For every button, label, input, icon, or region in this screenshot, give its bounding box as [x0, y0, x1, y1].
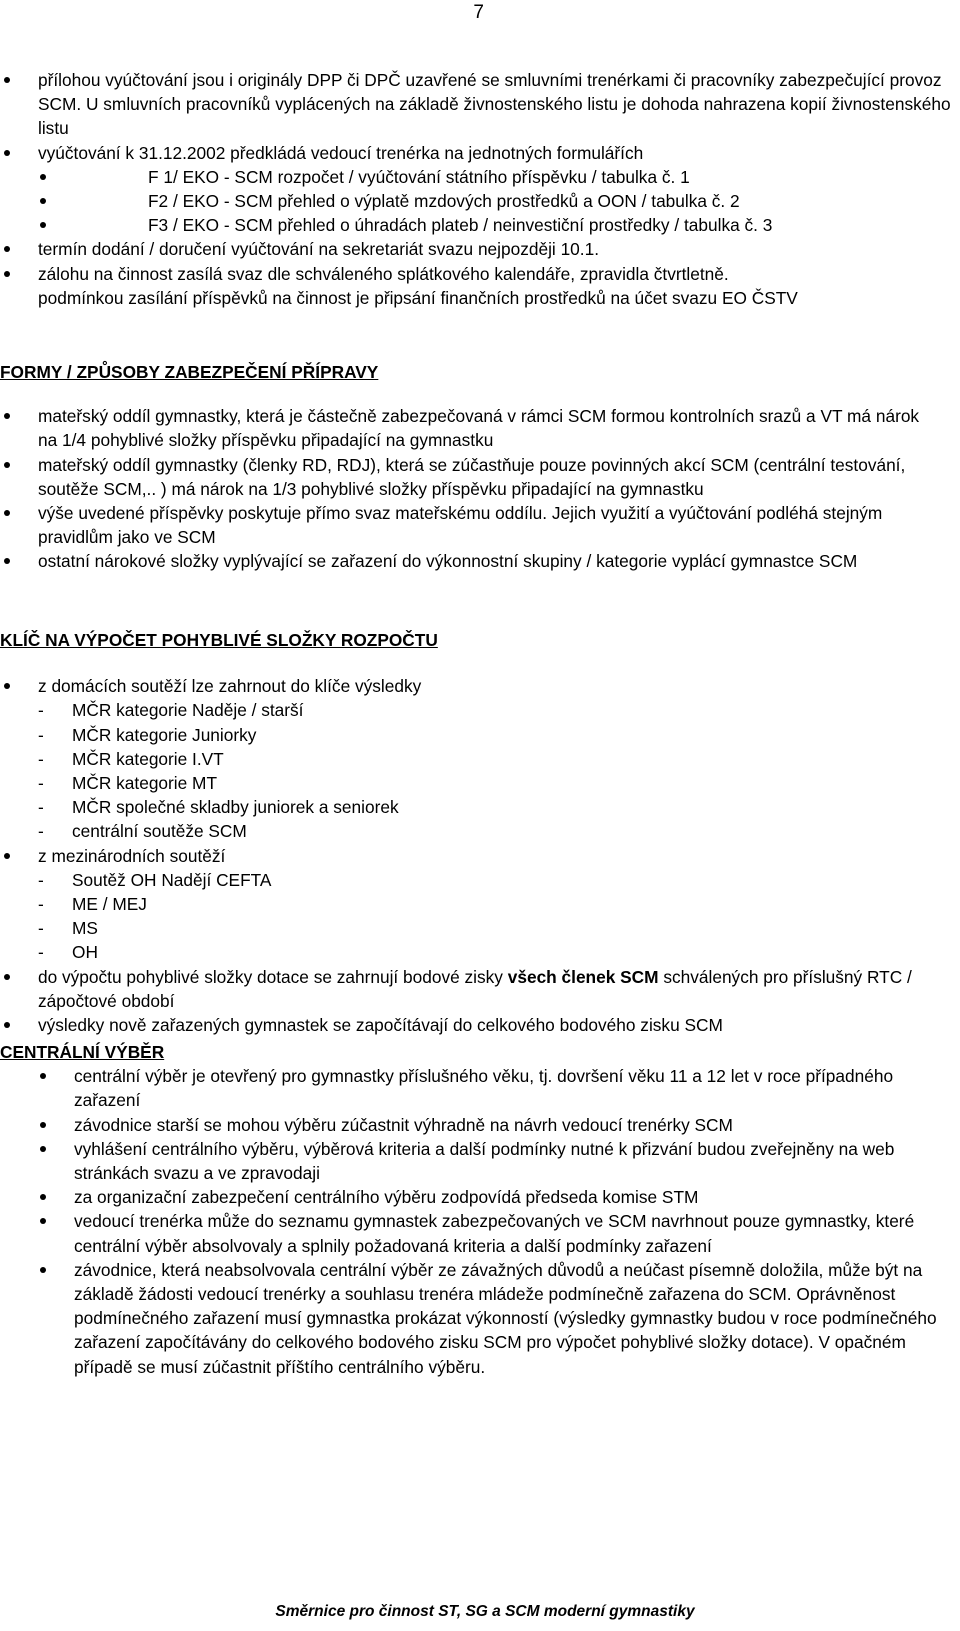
list-item: závodnice, která neabsolvovala centrální výběr ze závažných důvodů a neúčast písemně doložila, může být na základě žádosti vedoucí trenérky a souhlasu trenéra mládeže podmínečně zařazena do SCM. Oprávněnost podmínečného zařazení musí gymnastka prokázat výkonností (výsledky gymnastky budou v roce podmínečného zařazení započítávány do celkového bodového zisku SCM pro výpočet pohyblivé složky dotace). V opačném případě se musí zúčastnit příštího centrálního výběru.: [0, 1258, 960, 1379]
section-klic: [0, 628, 960, 1037]
dash-item: - MČR kategorie I.VT: [0, 747, 960, 771]
klic-list-3: [0, 965, 960, 1038]
list-item: mateřský oddíl gymnastky, která je částečně zabezpečovaná v rámci SCM formou kontrolních srazů a VT má nárok na 1/4 pohyblivé složky příspěvku připadající na gymnastku: [0, 404, 960, 452]
dash-item: - MS: [0, 916, 960, 940]
klic-list: [0, 674, 960, 698]
klic-list-2: [0, 844, 960, 868]
dash-item: - MČR společné skladby juniorek a seniorek: [0, 795, 960, 819]
dash-item: - MČR kategorie Juniorky: [0, 723, 960, 747]
intro-list-2: [0, 237, 960, 285]
list-item: výsledky nově zařazených gymnastek se započítávají do celkového bodového zisku SCM: [0, 1013, 960, 1037]
list-item: mateřský oddíl gymnastky (členky RD, RDJ), která se zúčastňuje pouze povinných akcí SCM (centrální testování, soutěže SCM,.. ) má nárok na 1/3 pohyblivé složky příspěvku připadající na gymnastku: [0, 453, 960, 501]
list-item: zálohu na činnost zasílá svaz dle schváleného splátkového kalendáře, zpravidla čtvrtletně.: [0, 262, 960, 286]
list-item: F 1/ EKO - SCM rozpočet / vyúčtování státního příspěvku / tabulka č. 1: [0, 165, 960, 189]
list-item: z mezinárodních soutěží: [0, 844, 960, 868]
list-item: vyhlášení centrálního výběru, výběrová kriteria a další podmínky nutné k přizvání budou zveřejněny na web stránkách svazu a ve zpravodaji: [0, 1137, 960, 1185]
list-item: závodnice starší se mohou výběru zúčastnit výhradně na návrh vedoucí trenérky SCM: [0, 1113, 960, 1137]
list-item: F3 / EKO - SCM přehled o úhradách plateb / neinvestiční prostředky / tabulka č. 3: [0, 213, 960, 237]
list-item: termín dodání / doručení vyúčtování na sekretariát svazu nejpozději 10.1.: [0, 237, 960, 261]
list-item: za organizační zabezpečení centrálního výběru zodpovídá předseda komise STM: [0, 1185, 960, 1209]
intro-plain-text: podmínkou zasílání příspěvků na činnost je připsání finančních prostředků na účet svazu EO ČSTV: [38, 287, 798, 308]
list-item: výše uvedené příspěvky poskytuje přímo svaz mateřskému oddílu. Jejich využití a vyúčtování podléhá stejným pravidlům jako ve SCM: [0, 501, 960, 549]
list-item: vyúčtování k 31.12.2002 předkládá vedoucí trenérka na jednotných formulářích: [0, 141, 960, 165]
list-item: z domácích soutěží lze zahrnout do klíče výsledky: [0, 674, 960, 698]
dash-item: - MČR kategorie MT: [0, 771, 960, 795]
intro-list: [0, 68, 960, 165]
page-footer: Směrnice pro činnost ST, SG a SCM moderní gymnastiky: [275, 1603, 695, 1620]
form-list: [0, 165, 960, 238]
formy-list: [0, 404, 960, 573]
dash-item: - ME / MEJ: [0, 892, 960, 916]
section-formy: [0, 360, 960, 574]
section-title: KLÍČ NA VÝPOČET POHYBLIVÉ SLOŽKY ROZPOČTU: [0, 630, 438, 650]
list-item: přílohou vyúčtování jsou i originály DPP či DPČ uzavřené se smluvními trenérkami či pracovníky zabezpečující provoz SCM. U smluvních pracovníků vyplácených na základě živnostenského listu je dohoda nahrazena kopií živnostenského listu: [0, 68, 960, 141]
dash-item: - MČR kategorie Naděje / starší: [0, 698, 960, 722]
intro-block: [0, 68, 960, 310]
dash-item: - Soutěž OH Nadějí CEFTA: [0, 868, 960, 892]
vyber-list: [0, 1064, 960, 1379]
dash-item: - centrální soutěže SCM: [0, 819, 960, 843]
list-item: centrální výběr je otevřený pro gymnastky příslušného věku, tj. dovršení věku 11 a 12 let v roce případného zařazení: [0, 1064, 960, 1112]
dash-item: - OH: [0, 940, 960, 964]
section-title: CENTRÁLNÍ VÝBĚR: [0, 1042, 165, 1062]
list-item: F2 / EKO - SCM přehled o výplatě mzdových prostředků a OON / tabulka č. 2: [0, 189, 960, 213]
section-vyber: [0, 1040, 960, 1379]
list-item: do výpočtu pohyblivé složky dotace se zahrnují bodové zisky všech členek SCM schválených pro příslušný RTC / zápočtové období: [0, 965, 960, 1013]
section-title: FORMY / ZPŮSOBY ZABEZPEČENÍ PŘÍPRAVY: [0, 362, 379, 382]
list-item: ostatní nárokové složky vyplývající se zařazení do výkonnostní skupiny / kategorie vyplácí gymnastce SCM: [0, 549, 960, 573]
page-number: 7: [473, 2, 484, 23]
list-item: vedoucí trenérka může do seznamu gymnastek zabezpečovaných ve SCM navrhnout pouze gymnastky, které centrální výběr absolvovaly a splnily požadovaná kriteria a další podmínky zařazení: [0, 1209, 960, 1257]
